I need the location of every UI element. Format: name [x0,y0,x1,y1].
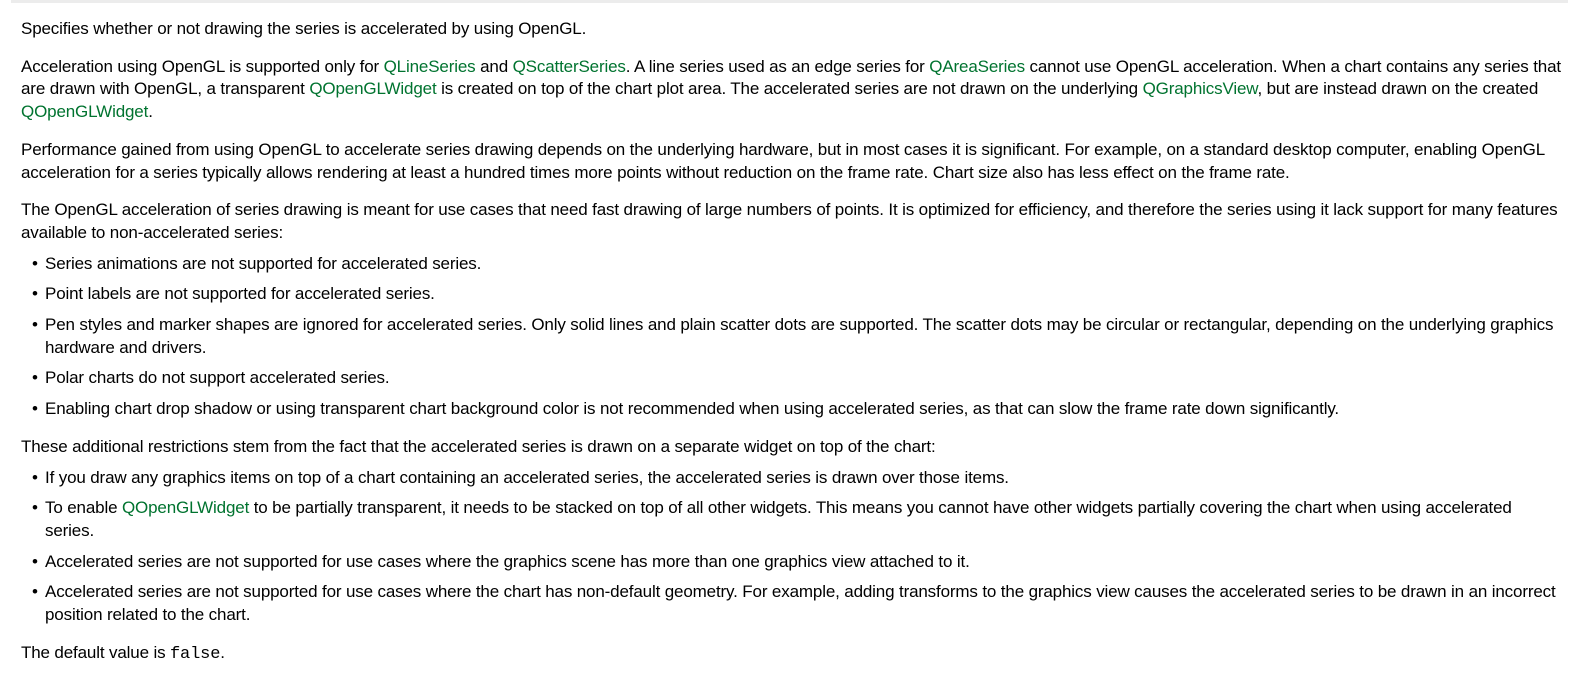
list-item-text: Accelerated series are not supported for use cases where the graphics scene has more than one graphics view attached to it. [45,551,970,571]
text: . [148,102,153,122]
text: . [220,642,225,662]
list-item-text: Point labels are not supported for accelerated series. [45,284,435,304]
list-item [21,467,1561,490]
text: and [475,56,513,76]
text: is created on top of the chart plot area. The accelerated series are not drawn on the underlying [436,79,1143,99]
bullet-icon: • [32,582,38,602]
list-item [21,497,1561,542]
list-item-text: Polar charts do not support accelerated series. [45,368,390,388]
default-value-paragraph [21,642,1561,667]
bullet-icon: • [32,315,38,335]
list-item-text: If you draw any graphics items on top of a chart containing an accelerated series, the accelerated series is drawn over those items. [45,467,1009,487]
list-item [21,581,1561,626]
opengl-support-paragraph [21,56,1561,124]
bullet-icon: • [32,467,38,487]
summary-paragraph: Specifies whether or not drawing the series is accelerated by using OpenGL. [21,19,587,38]
bullet-icon: • [32,498,38,518]
list-item-text: Enabling chart drop shadow or using transparent chart background color is not recommended when using accelerated series, as that can slow the frame rate down significantly. [45,399,1339,419]
bullet-icon: • [32,551,38,571]
performance-paragraph: Performance gained from using OpenGL to accelerate series drawing depends on the underlying hardware, but in most cases it is significant. For example, on a standard desktop computer, enabling OpenGL acceleration for a series typically allows rendering at least a hundred times more points without reduction on the frame rate. Chart size also has less effect on the frame rate. [21,139,1545,182]
list-item-text: Series animations are not supported for accelerated series. [45,253,482,273]
bullet-icon: • [32,284,38,304]
limitations-list [21,253,1561,421]
list-item [21,398,1561,421]
text: cannot use OpenGL acceleration. When a chart contains any series that are drawn with OpenGL, a transparent [21,56,1561,99]
list-item [21,367,1561,390]
property-description [21,18,1561,681]
list-item [21,253,1561,276]
list-item [21,283,1561,306]
default-value-code: false [170,644,221,664]
text: The default value is [21,642,170,662]
limitations-intro-paragraph: The OpenGL acceleration of series drawing is meant for use cases that need fast drawing of large numbers of points. It is optimized for efficiency, and therefore the series using it lack support for many features available to non-accelerated series: [21,200,1558,242]
list-item-text: Accelerated series are not supported for use cases where the chart has non-default geometry. For example, adding transforms to the graphics view causes the accelerated series to be drawn in an incorrect position related to the chart. [45,582,1556,625]
link-qlineseries[interactable]: QLineSeries [383,56,476,76]
link-qareaseries[interactable]: QAreaSeries [929,56,1025,76]
list-item-text: To enable [45,498,122,518]
list-item [21,551,1561,574]
link-qopenglwidget[interactable]: QOpenGLWidget [309,79,437,99]
text: , but are instead drawn on the created [1257,79,1539,99]
list-item-text: to be partially transparent, it needs to be stacked on top of all other widgets. This means you cannot have other widgets partially covering the chart when using accelerated series. [45,498,1512,540]
link-qgraphicsview[interactable]: QGraphicsView [1142,79,1258,99]
list-item-text: Pen styles and marker shapes are ignored for accelerated series. Only solid lines and plain scatter dots are supported. The scatter dots may be circular or rectangular, depending on the underlying graphics hardware and drivers. [45,315,1554,357]
text: Acceleration using OpenGL is supported only for [21,56,384,76]
link-qopenglwidget[interactable]: QOpenGLWidget [121,498,250,518]
section-header-bar [11,0,1568,3]
additional-restrictions-list [21,467,1561,627]
bullet-icon: • [32,368,38,388]
link-qopenglwidget[interactable]: QOpenGLWidget [21,102,149,122]
bullet-icon: • [32,253,38,273]
additional-restrictions-paragraph: These additional restrictions stem from the fact that the accelerated series is drawn on a separate widget on top of the chart: [21,436,936,456]
link-qscatterseries[interactable]: QScatterSeries [512,56,626,76]
text: . A line series used as an edge series for [625,56,930,76]
bullet-icon: • [32,399,38,419]
list-item [21,314,1561,359]
